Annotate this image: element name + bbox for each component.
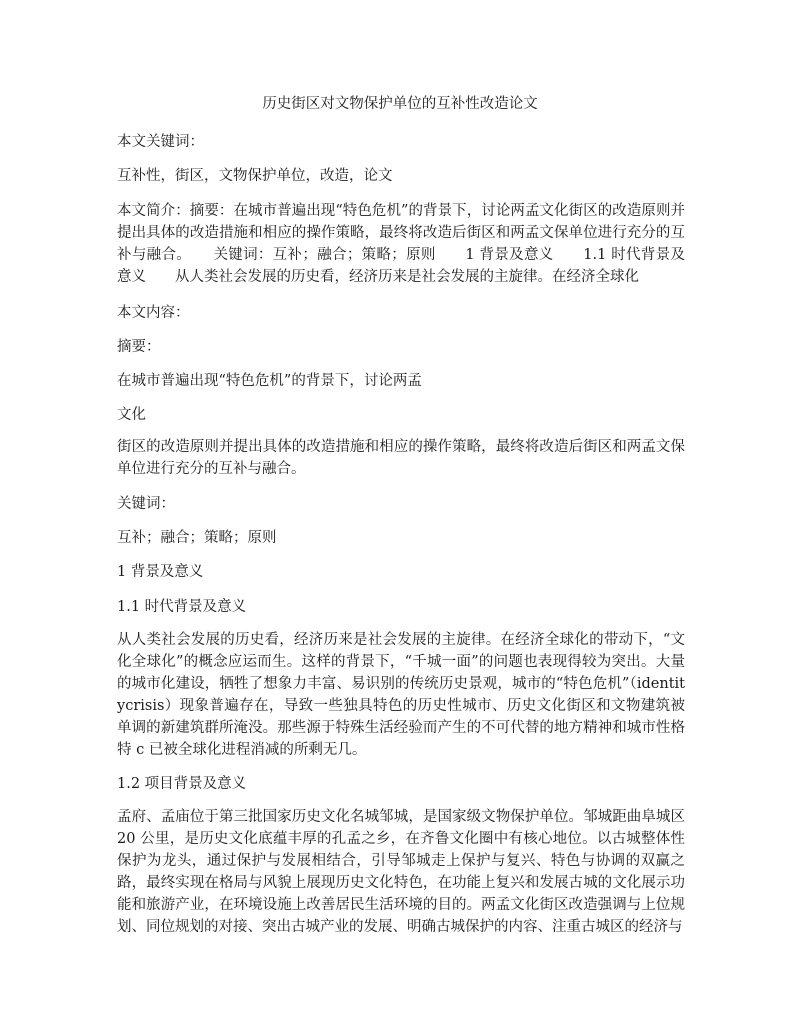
keywords-label-2: 关键词： bbox=[117, 496, 175, 512]
section-heading-1-1: 1.1 时代背景及意义 bbox=[117, 599, 247, 615]
keywords-text: 互补性，街区，文物保护单位，改造，论文 bbox=[117, 168, 393, 184]
keywords-list-2: 互补；融合；策略；原则 bbox=[117, 530, 277, 546]
abstract-line-2: 文化 bbox=[117, 407, 146, 423]
section-1-2-paragraph: 孟府、孟庙位于第三批国家历史文化名城邹城，是国家级文物保护单位。邹城距曲阜城区 20 公里，是历史文化底蕴丰厚的孔孟之乡，在齐鲁文化圈中有核心地位。以古城整体性保护为龙头，通过保护与发展相结合，引导邹城走上保护与复兴、特色与协调的双赢之路，最终实现在格局与风貌上展现历史文化特色，在功能上复兴和发展古城的文化展示功能和旅游产业，在环境设施上改善居民生活环境的目的。两孟文化街区改造强调与上位规划、同位规划的对接、突出古城产业的发展、明确古城保护的内容、注重古城区的经济与 bbox=[117, 809, 685, 935]
summary-paragraph: 本文简介：摘要：在城市普遍出现“特色危机”的背景下，讨论两孟文化街区的改造原则并提出具体的改造措施和相应的操作策略，最终将改造后街区和两孟文保单位进行充分的互补与融合。 关键词：互补；融合；策略；原则 1 背景及意义 1.1 时代背景及意义 从人类社会发展的历史看，经济历来是社会发展的主旋律。在经济全球化 bbox=[117, 203, 685, 285]
section-1-1-paragraph: 从人类社会发展的历史看，经济历来是社会发展的主旋律。在经济全球化的带动下，“文化全球化”的概念应运而生。这样的背景下，“千城一面”的问题也表现得较为突出。大量的城市化建设，牺牲了想象力丰富、易识别的传统历史景观，城市的“特色危机”（identitycrisis）现象普遍存在，导致一些独具特色的历史性城市、历史文化街区和文物建筑被单调的新建筑群所淹没。那些源于特殊生活经验而产生的不可代替的地方精神和城市性格特 c 已被全球化进程消减的所剩无几。 bbox=[117, 632, 685, 758]
keywords-label: 本文关键词： bbox=[117, 134, 204, 150]
abstract-line-1: 在城市普遍出现“特色危机”的背景下，讨论两孟 bbox=[117, 373, 422, 389]
content-label: 本文内容： bbox=[117, 305, 190, 321]
section-heading-1-2: 1.2 项目背景及意义 bbox=[117, 776, 247, 792]
document-title: 历史街区对文物保护单位的互补性改造论文 bbox=[262, 96, 538, 112]
abstract-line-3: 街区的改造原则并提出具体的改造措施和相应的操作策略，最终将改造后街区和两孟文保单位进行充分的互补与融合。 bbox=[117, 439, 685, 477]
section-heading-1: 1 背景及意义 bbox=[117, 564, 204, 580]
abstract-label: 摘要： bbox=[117, 339, 161, 355]
